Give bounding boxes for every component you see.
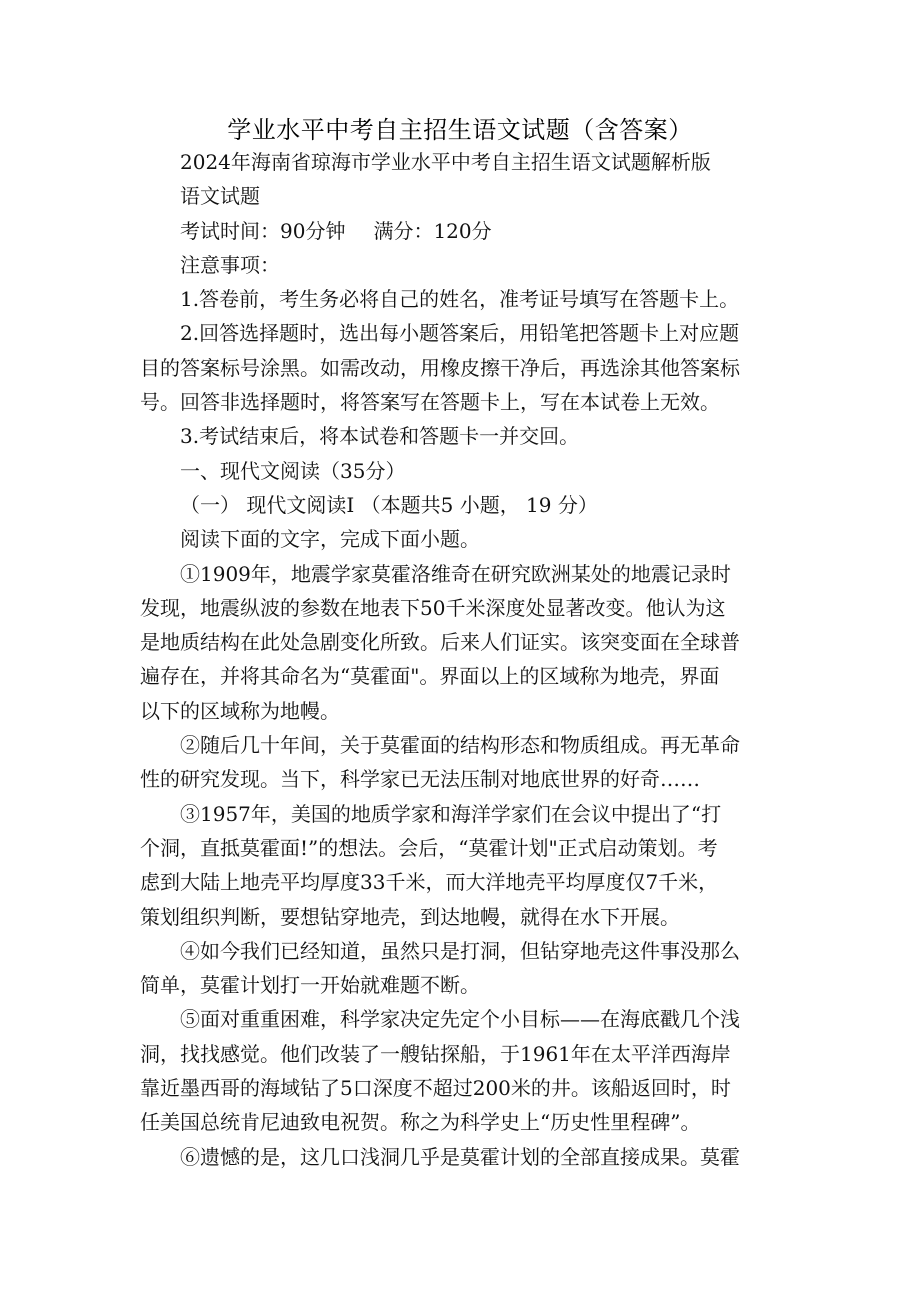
passage-line: 遍存在，并将其命名为“莫霍面"。界面以上的区域称为地壳，界面 [140, 664, 720, 689]
document-body [140, 145, 800, 1174]
exam-info [140, 214, 800, 248]
passage-line: ⑥遗憾的是，这几口浅洞几乎是莫霍计划的全部直接成果。莫霍 [180, 1144, 740, 1169]
subject-label: 语文试题 [180, 184, 260, 209]
notice-line: 1.答卷前，考生务必将自己的姓名，准考证号填写在答题卡上。 [180, 287, 740, 312]
notice-line: 目的答案标号涂黑。如需改动，用橡皮擦干净后，再选涂其他答案标 [140, 355, 740, 380]
passage-line: 是地质结构在此处急剧变化所致。后来人们证实。该突变面在全球普 [140, 630, 740, 655]
passage-line: 洞，找找感觉。他们改装了一艘钻探船，于1961年在太平洋西海岸 [140, 1041, 731, 1066]
section-heading: 一、现代文阅读（35分） [180, 458, 406, 483]
document-subtitle: 2024年海南省琼海市学业水平中考自主招生语文试题解析版 [180, 150, 711, 174]
full-score: 满分：120分 [373, 218, 492, 243]
passage-line: 策划组织判断，要想钻穿地壳，到达地幔，就得在水下开展。 [140, 904, 680, 929]
notice-heading: 注意事项： [180, 252, 280, 277]
passage-line: 以下的区域称为地幔。 [140, 698, 340, 723]
instruction: 阅读下面的文字，完成下面小题。 [180, 527, 480, 552]
passage-line: ⑤面对重重困难，科学家决定先定个小目标——在海底戳几个浅 [180, 1007, 740, 1032]
subsection-heading: （一） 现代文阅读Ⅰ （本题共5 小题， 19 分） [180, 492, 598, 517]
exam-time: 考试时间：90分钟 [180, 218, 346, 243]
passage-line: ④如今我们已经知道，虽然只是打洞，但钻穿地壳这件事没那么 [180, 938, 740, 963]
document-title: 学业水平中考自主招生语文试题（含答案） [227, 116, 693, 144]
passage-line: 性的研究发现。当下，科学家已无法压制对地底世界的好奇…… [140, 767, 700, 792]
passage-line: 虑到大陆上地壳平均厚度33千米，而大洋地壳平均厚度仅7千米， [140, 870, 719, 895]
passage-line: ③1957年，美国的地质学家和海洋学家们在会议中提出了“打 [180, 801, 722, 826]
notice-line: 3.考试结束后，将本试卷和答题卡一并交回。 [180, 424, 580, 449]
passage-line: ②随后几十年间，关于莫霍面的结构形态和物质组成。再无革命 [180, 733, 740, 758]
passage-line: 发现，地震纵波的参数在地表下50千米深度处显著改变。他认为这 [140, 595, 726, 620]
notice-line: 号。回答非选择题时，将答案写在答题卡上，写在本试卷上无效。 [140, 390, 720, 415]
passage-line: 靠近墨西哥的海域钻了5口深度不超过200米的井。该船返回时，时 [140, 1076, 731, 1101]
passage-line: ①1909年，地震学家莫霍洛维奇在研究欧洲某处的地震记录时 [180, 561, 731, 586]
passage-line: 简单，莫霍计划打一开始就难题不断。 [140, 973, 480, 998]
passage-line: 任美国总统肯尼迪致电祝贺。称之为科学史上“历史性里程碑”。 [140, 1110, 701, 1135]
passage-line: 个洞，直抵莫霍面!”的想法。会后，“莫霍计划"正式启动策划。考 [140, 835, 718, 860]
notice-line: 2.回答选择题时，选出每小题答案后，用铅笔把答题卡上对应题 [180, 321, 740, 346]
